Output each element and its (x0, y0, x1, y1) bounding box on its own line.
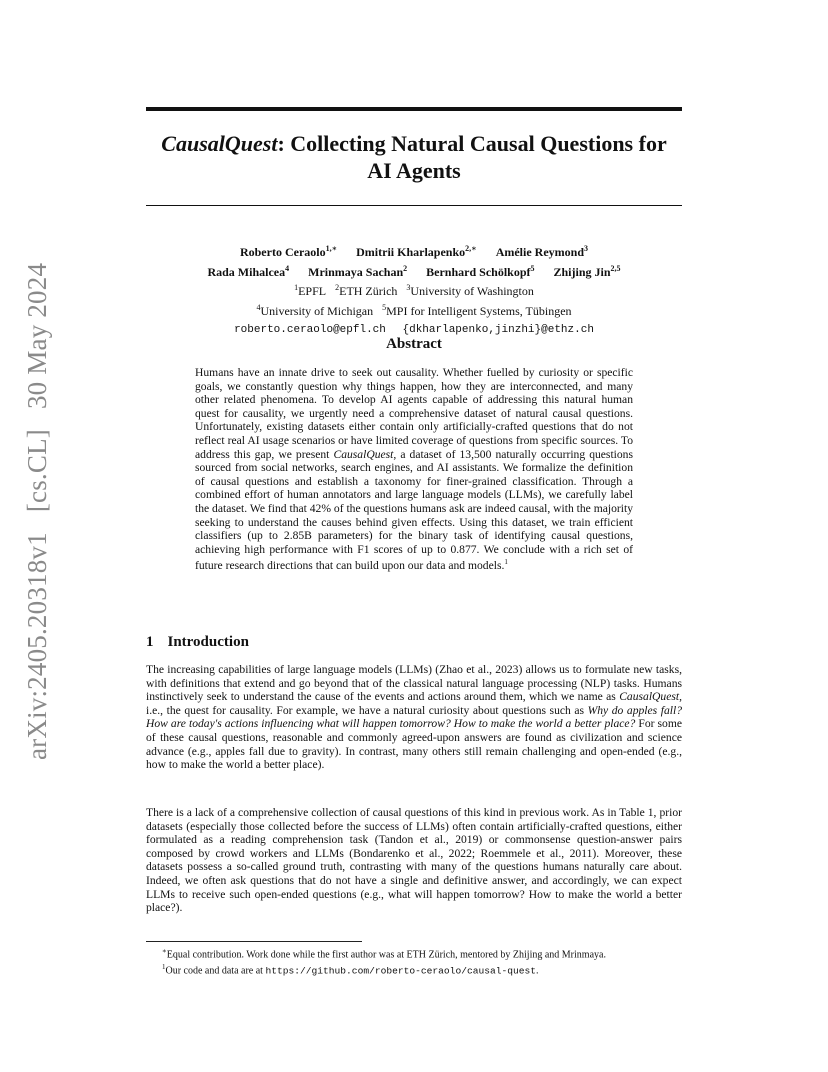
author-name: Amélie Reymond$^3$ (495, 244, 589, 259)
section-heading (146, 634, 249, 651)
author-name: Zhijing Jin$^{2,5}$ (553, 263, 621, 279)
footnote-code-link: $^1$Our code and data are at https://github.com/roberto-ceraolo/causal-quest. (162, 963, 539, 977)
section-title: Introduction (167, 634, 249, 650)
author-name: Roberto Ceraolo$^{1,∗}$ (239, 244, 338, 259)
author-row-1 (146, 241, 682, 261)
intro-paragraph-2: There is a lack of a comprehensive collection of causal questions of this kind in previous work. As in Table 1, prior datasets (especially those collected before the success of LLMs) often contain artificially-crafted questions, either formulated as a reading comprehension task (Tandon et al., 2019) or commonsense question-answer pairs composed by crowd workers and LLMs (Bondarenko et al., 2022; Roemmele et al., 2011). Moreover, these datasets possess a so-called ground truth, contrasting with many of the questions humans naturally care about. Indeed, we often ask questions that do not have a single and definitive answer, and accordingly, we can expect LLMs to receive such open-ended questions (e.g., what will happen tomorrow? How to make the world a better place?). (146, 806, 682, 915)
footnote-equal-contribution: ∗Equal contribution. Work done while the first author was at ETH Zürich, mentored by Zhijing and Mrinmaya. (162, 947, 606, 961)
title-bottom-rule (146, 205, 682, 206)
abstract-text: Humans have an innate drive to seek out causality. Whether fuelled by curiosity or specific goals, we constantly question why things happen, how they are interconnected, and many other related phenomena. To develop AI agents capable of addressing this natural human quest for causality, we urgently need a comprehensive dataset of natural causal questions. Unfortunately, existing datasets either contain only artificially-crafted questions that do not reflect real AI usage scenarios or have limited coverage of questions from specific sources. To address this gap, we present CausalQuest, a dataset of 13,500 naturally occurring questions sourced from social networks, search engines, and AI assistants. We formalize the definition of causal questions and establish a taxonomy for finer-grained classification. Through a combined effort of human annotators and large language models (LLMs), we carefully label the dataset. We find that 42% of the questions humans ask are indeed causal, with the majority seeking to understand the causes behind given effects. Using this dataset, we train efficient classifiers (up to 2.85B parameters) for the binary task of identifying causal questions, achieving high performance with F1 scores of up to 0.877. We conclude with a rich set of future research directions that can build upon our data and models.$^1$ (195, 366, 634, 573)
affiliation-row-2: $^4$University of Michigan $^5$MPI for Intelligent Systems, Tübingen (256, 302, 572, 318)
email-address[interactable]: {dkharlapenko,jinzhi}@ethz.ch (402, 324, 594, 336)
intro-paragraph-1: The increasing capabilities of large language models (LLMs) (Zhao et al., 2023) allows us to formulate new tasks, with definitions that extend and go beyond that of the classical natural language processing (NLP) tasks. Humans instinctively seek to understand the cause of the events and actions around them, which we name as CausalQuest, i.e., the quest for causality. For example, we have a natural curiosity about questions such as Why do apples fall? How are today's actions influencing what will happen tomorrow? How to make the world a better place? For some of these causal questions, reasonable and commonly agreed-upon answers are found as civilization and science advance (e.g., apples fall due to gravity). In contrast, many others still remain challenging and open-ended (e.g., how to make the world a better place). (146, 663, 682, 772)
title-line1: : Collecting Natural Causal Questions for (277, 131, 667, 156)
section-number: 1 (146, 634, 154, 650)
title-italic-name: CausalQuest (161, 131, 278, 156)
arxiv-date: 30 May 2024 (22, 262, 52, 410)
arxiv-id: arXiv:2405.20318v1 (22, 532, 52, 760)
author-name: Rada Mihalcea$^4$ (207, 263, 290, 279)
paper-title (146, 130, 682, 184)
email-address[interactable]: roberto.ceraolo@epfl.ch (234, 324, 386, 336)
footnote-rule (146, 941, 362, 942)
author-block (146, 241, 682, 339)
affiliation-row-1: $^1$EPFL $^2$ETH Zürich $^3$University of Washington (294, 283, 534, 298)
title-line2: AI Agents (367, 158, 461, 183)
author-row-2 (146, 261, 682, 281)
author-name: Dmitrii Kharlapenko$^{2,∗}$ (356, 244, 477, 259)
footnotes (146, 945, 686, 978)
repository-url-link[interactable]: https://github.com/roberto-ceraolo/causal-quest (265, 965, 537, 977)
footnote-marker[interactable]: 1 (504, 558, 508, 567)
title-top-rule (146, 107, 682, 111)
abstract-heading: Abstract (386, 336, 442, 352)
author-name: Mrinmaya Sachan$^2$ (308, 263, 408, 279)
author-name: Bernhard Schölkopf$^5$ (426, 263, 535, 279)
arxiv-category: [cs.CL] (22, 429, 52, 513)
arxiv-identifier-stamp (22, 243, 53, 760)
